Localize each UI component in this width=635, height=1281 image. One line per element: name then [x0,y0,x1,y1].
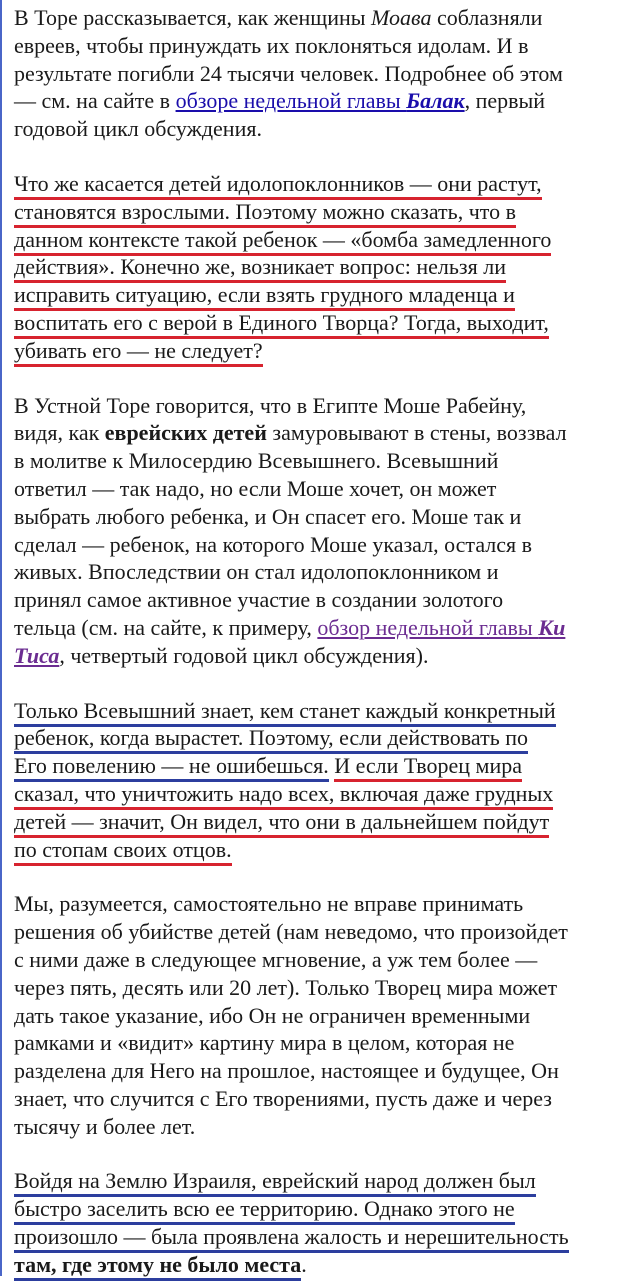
text-line: сделал — ребенок, на которого Моше указал, остался в [14,531,533,557]
text-line: В Устной Торе говорится, что в Египте Моше Рабейну, [14,392,527,418]
text-line: В Торе рассказывается, как женщины Моава соблазняли [14,5,543,30]
paragraph-idolaters-children [14,170,627,365]
text-line: данном контексте такой ребенок — «бомба замедленного [14,226,627,254]
text-line: в молитве к Милосердию Всевышнего. Всевышний [14,448,499,474]
text-line: рамками и «видит» картину мира в целом, которая не [14,1030,515,1056]
text-line: ребенок, когда вырастет. Поэтому, если действовать по [14,724,627,752]
paragraph-moav [14,4,627,143]
text-line: по стопам своих отцов. [14,836,627,864]
text-line: дать такое указание, ибо Он не ограничен временными [14,1002,531,1028]
text-line: результате погибли 24 тысячи человек. Подробнее об этом [14,60,563,86]
paragraph-we-cannot-decide [14,890,627,1140]
paragraph-oral-torah [14,392,627,670]
text-line: становятся взрослыми. Поэтому можно сказать, что в [14,198,627,226]
text-line: Войдя на Землю Израиля, еврейский народ должен был [14,1167,627,1195]
text-line: видя, как еврейских детей замуровывают в стены, воззвал [14,420,567,446]
text-line: детей — значит, Он видел, что они в дальнейшем пойдут [14,808,627,836]
ki-tisa-review-link-cont[interactable]: Тиса [14,642,60,668]
text-line: Что же касается детей идолопоклонников — они растут, [14,170,627,198]
text-line: — см. на сайте в обзоре недельной главы Балак, первый [14,88,546,114]
text-line: ответил — так надо, но если Моше хочет, он может [14,475,497,501]
text-line: выбрать любого ребенка, и Он спасет его. Моше так и [14,503,522,529]
text-line: воспитать его с верой в Единого Творца? Тогда, выходит, [14,309,627,337]
text-line: там, где этому не было места. [14,1251,627,1279]
ki-tisa-review-link[interactable]: обзор недельной главы Ки [317,614,566,640]
text-line: убивать его — не следует? [14,337,627,365]
paragraph-only-almighty-knows [14,697,627,864]
text-line: тельца (см. на сайте, к примеру, обзор недельной главы Ки [14,614,566,640]
text-line: решения об убийстве детей (нам неведомо, что произойдет [14,919,568,945]
text-line: Мы, разумеется, самостоятельно не вправе принимать [14,891,524,917]
italic-term: Моава [371,5,432,30]
text-line: знает, что случится с Его творениями, пусть даже и через [14,1085,552,1111]
balak-review-link[interactable]: обзоре недельной главы Балак [175,88,465,114]
text-line: через пять, десять или 20 лет). Только Творец мира может [14,974,558,1000]
text-line: Только Всевышний знает, кем станет каждый конкретный [14,697,627,725]
text-line: Тиса, четвертый годовой цикл обсуждения). [14,642,429,668]
text-line: живых. Впоследствии он стал идолопоклонником и [14,559,499,585]
text-line: сказал, что уничтожить надо всех, включая даже грудных [14,780,627,808]
text-line: быстро заселить всю ее территорию. Однако этого не [14,1195,627,1223]
text-line: произошло — была проявлена жалость и нерешительность [14,1223,627,1251]
text-line: Его повелению — не ошибешься. И если Творец мира [14,752,627,780]
article-body [2,0,635,1279]
text-line: исправить ситуацию, если взять грудного младенца и [14,281,627,309]
text-line: евреев, чтобы принуждать их поклоняться идолам. И в [14,32,529,58]
text-line: с ними даже в следующее мгновение, а уж тем более — [14,946,538,972]
text-line: принял самое активное участие в создании золотого [14,587,504,613]
text-line: годовой цикл обсуждения. [14,116,262,142]
paragraph-land-of-israel [14,1167,627,1278]
text-line: действия». Конечно же, возникает вопрос: нельзя ли [14,253,627,281]
text-line: тысячу и более лет. [14,1113,196,1139]
text-line: разделена для Него на прошлое, настоящее и будущее, Он [14,1058,559,1084]
